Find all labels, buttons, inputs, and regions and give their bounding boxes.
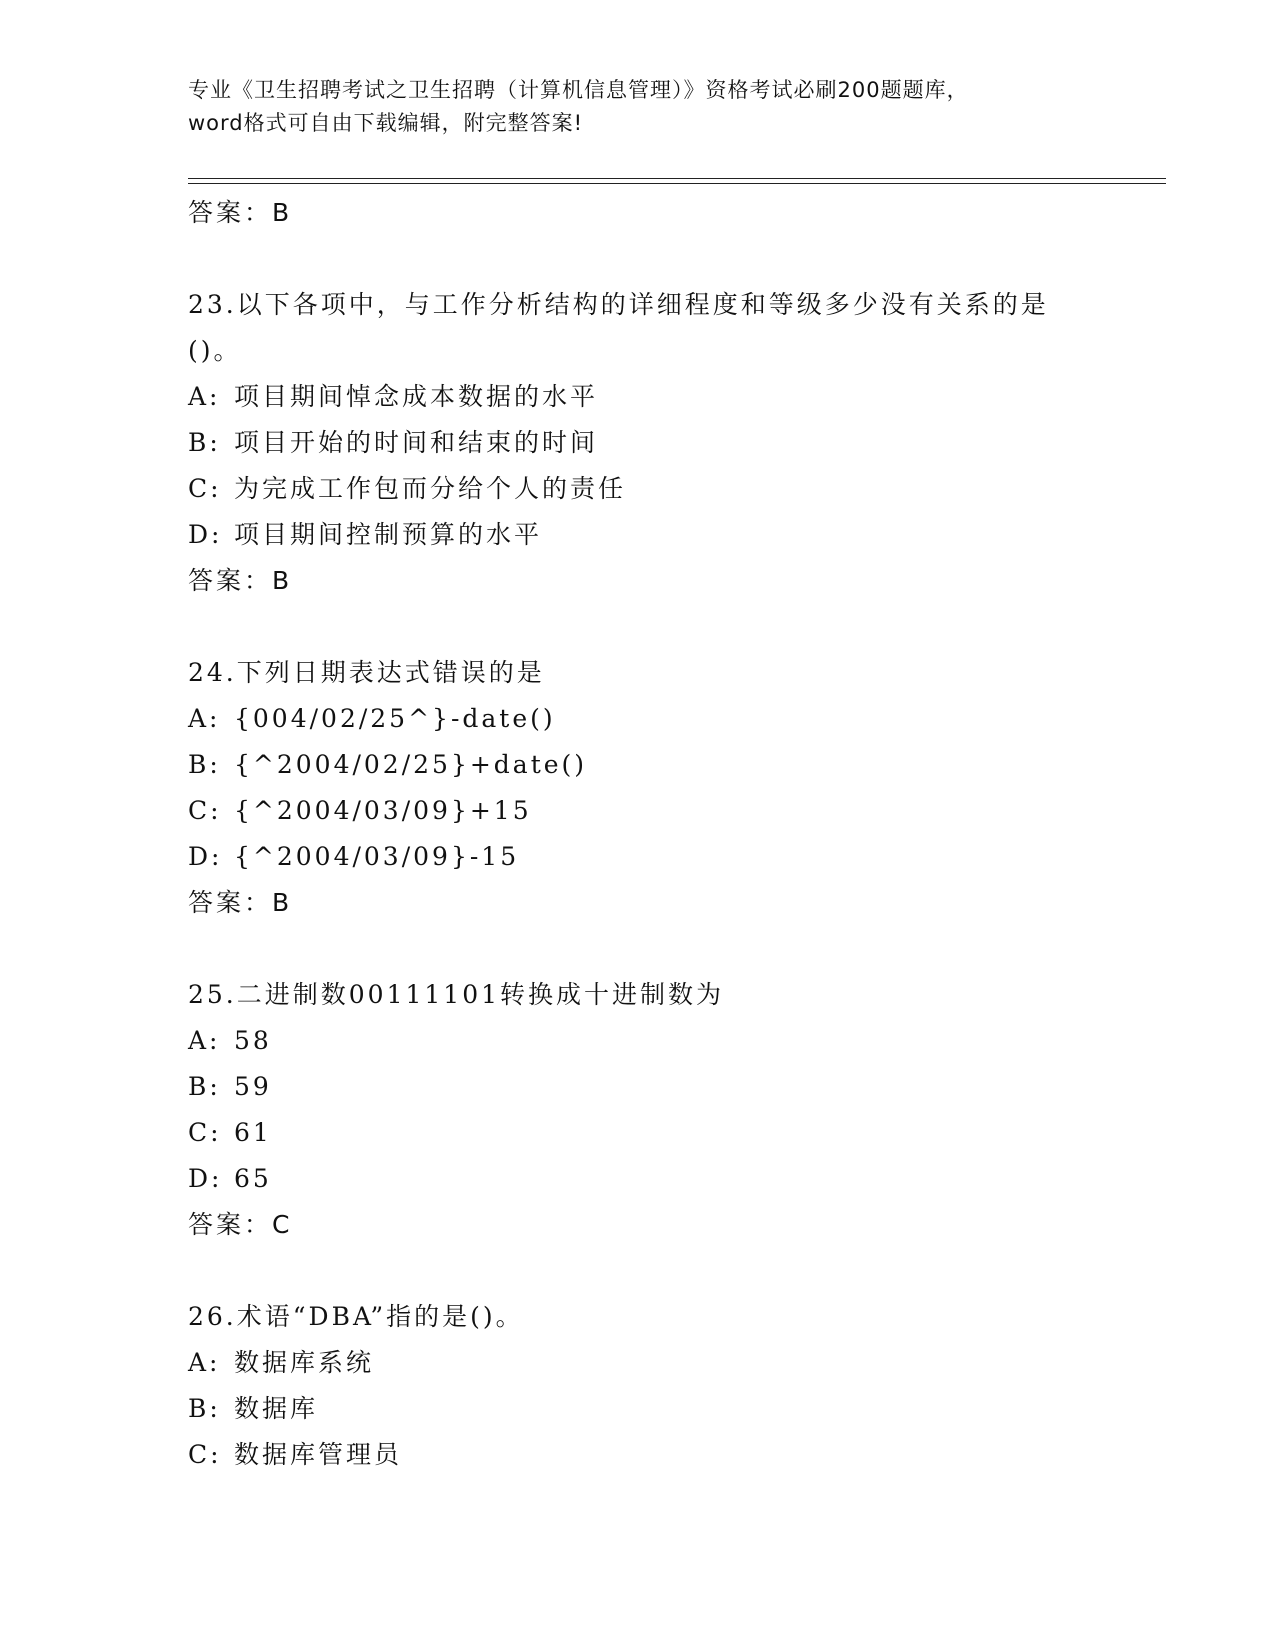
option-text: 65 — [234, 1164, 272, 1193]
header-title-line-1: 专业《卫生招聘考试之卫生招聘（计算机信息管理）》资格考试必刷200题题库， — [188, 78, 969, 102]
option-text: 项目开始的时间和结束的时间 — [234, 428, 599, 457]
header-divider-top — [188, 178, 1166, 179]
answer-label: 答案： — [188, 566, 273, 595]
option-key: D: — [188, 520, 223, 549]
option-text: 数据库管理员 — [234, 1440, 403, 1469]
option-item — [188, 1340, 1168, 1386]
option-item — [188, 1386, 1168, 1432]
answer-line — [188, 1202, 1168, 1248]
question-spacer — [188, 236, 1168, 282]
question-spacer — [188, 604, 1168, 650]
option-text: 58 — [234, 1026, 272, 1055]
answer-line — [188, 880, 1168, 926]
option-key: A: — [188, 1348, 221, 1377]
option-key: C: — [188, 796, 222, 825]
answer-label: 答案： — [188, 1210, 273, 1239]
option-item — [188, 1018, 1168, 1064]
option-key: B: — [188, 428, 221, 457]
option-item — [188, 788, 1168, 834]
question-text: 24.下列日期表达式错误的是 — [188, 658, 545, 687]
option-item — [188, 512, 1168, 558]
answer-line — [188, 190, 1168, 236]
answer-line — [188, 558, 1168, 604]
option-item — [188, 466, 1168, 512]
question-block — [188, 604, 1168, 926]
option-key: A: — [188, 704, 221, 733]
option-item — [188, 1064, 1168, 1110]
question-text: ()。 — [188, 336, 242, 365]
question-text: 26.术语“DBA”指的是()。 — [188, 1302, 524, 1331]
answer-value: B — [272, 566, 290, 595]
option-item — [188, 834, 1168, 880]
question-block — [188, 1248, 1168, 1478]
question-spacer — [188, 926, 1168, 972]
option-text: 59 — [234, 1072, 272, 1101]
answer-value: B — [272, 198, 290, 227]
answer-label: 答案： — [188, 198, 273, 227]
page-header — [188, 74, 1088, 140]
option-text: 为完成工作包而分给个人的责任 — [234, 474, 627, 503]
option-item — [188, 742, 1168, 788]
option-key: C: — [188, 1118, 222, 1147]
option-item — [188, 1156, 1168, 1202]
answer-value: B — [272, 888, 290, 917]
option-key: A: — [188, 1026, 221, 1055]
option-item — [188, 420, 1168, 466]
question-text: 23.以下各项中，与工作分析结构的详细程度和等级多少没有关系的是 — [188, 290, 1049, 319]
answer-label: 答案： — [188, 888, 273, 917]
question-block — [188, 926, 1168, 1248]
option-item — [188, 696, 1168, 742]
option-item — [188, 1432, 1168, 1478]
option-text: {004/02/25^}-date() — [234, 704, 556, 733]
option-text: {^2004/03/09}+15 — [234, 796, 532, 825]
option-text: {^2004/03/09}-15 — [234, 842, 520, 871]
question-text: 25.二进制数00111101转换成十进制数为 — [188, 980, 725, 1009]
option-key: B: — [188, 750, 221, 779]
option-key: C: — [188, 474, 222, 503]
option-key: D: — [188, 842, 223, 871]
option-key: A: — [188, 382, 221, 411]
option-text: 项目期间控制预算的水平 — [234, 520, 543, 549]
option-text: 数据库 — [234, 1394, 319, 1423]
option-text: {^2004/02/25}+date() — [234, 750, 588, 779]
option-text: 项目期间悼念成本数据的水平 — [234, 382, 599, 411]
option-item — [188, 374, 1168, 420]
question-list — [188, 190, 1168, 1478]
answer-value: C — [272, 1210, 290, 1239]
option-text: 61 — [234, 1118, 272, 1147]
option-key: B: — [188, 1394, 221, 1423]
option-text: 数据库系统 — [234, 1348, 375, 1377]
header-divider-bottom — [188, 183, 1166, 184]
option-key: D: — [188, 1164, 223, 1193]
option-key: C: — [188, 1440, 222, 1469]
question-block — [188, 236, 1168, 604]
question-spacer — [188, 1248, 1168, 1294]
option-key: B: — [188, 1072, 221, 1101]
header-title-line-2: word格式可自由下载编辑，附完整答案! — [188, 111, 584, 135]
option-item — [188, 1110, 1168, 1156]
